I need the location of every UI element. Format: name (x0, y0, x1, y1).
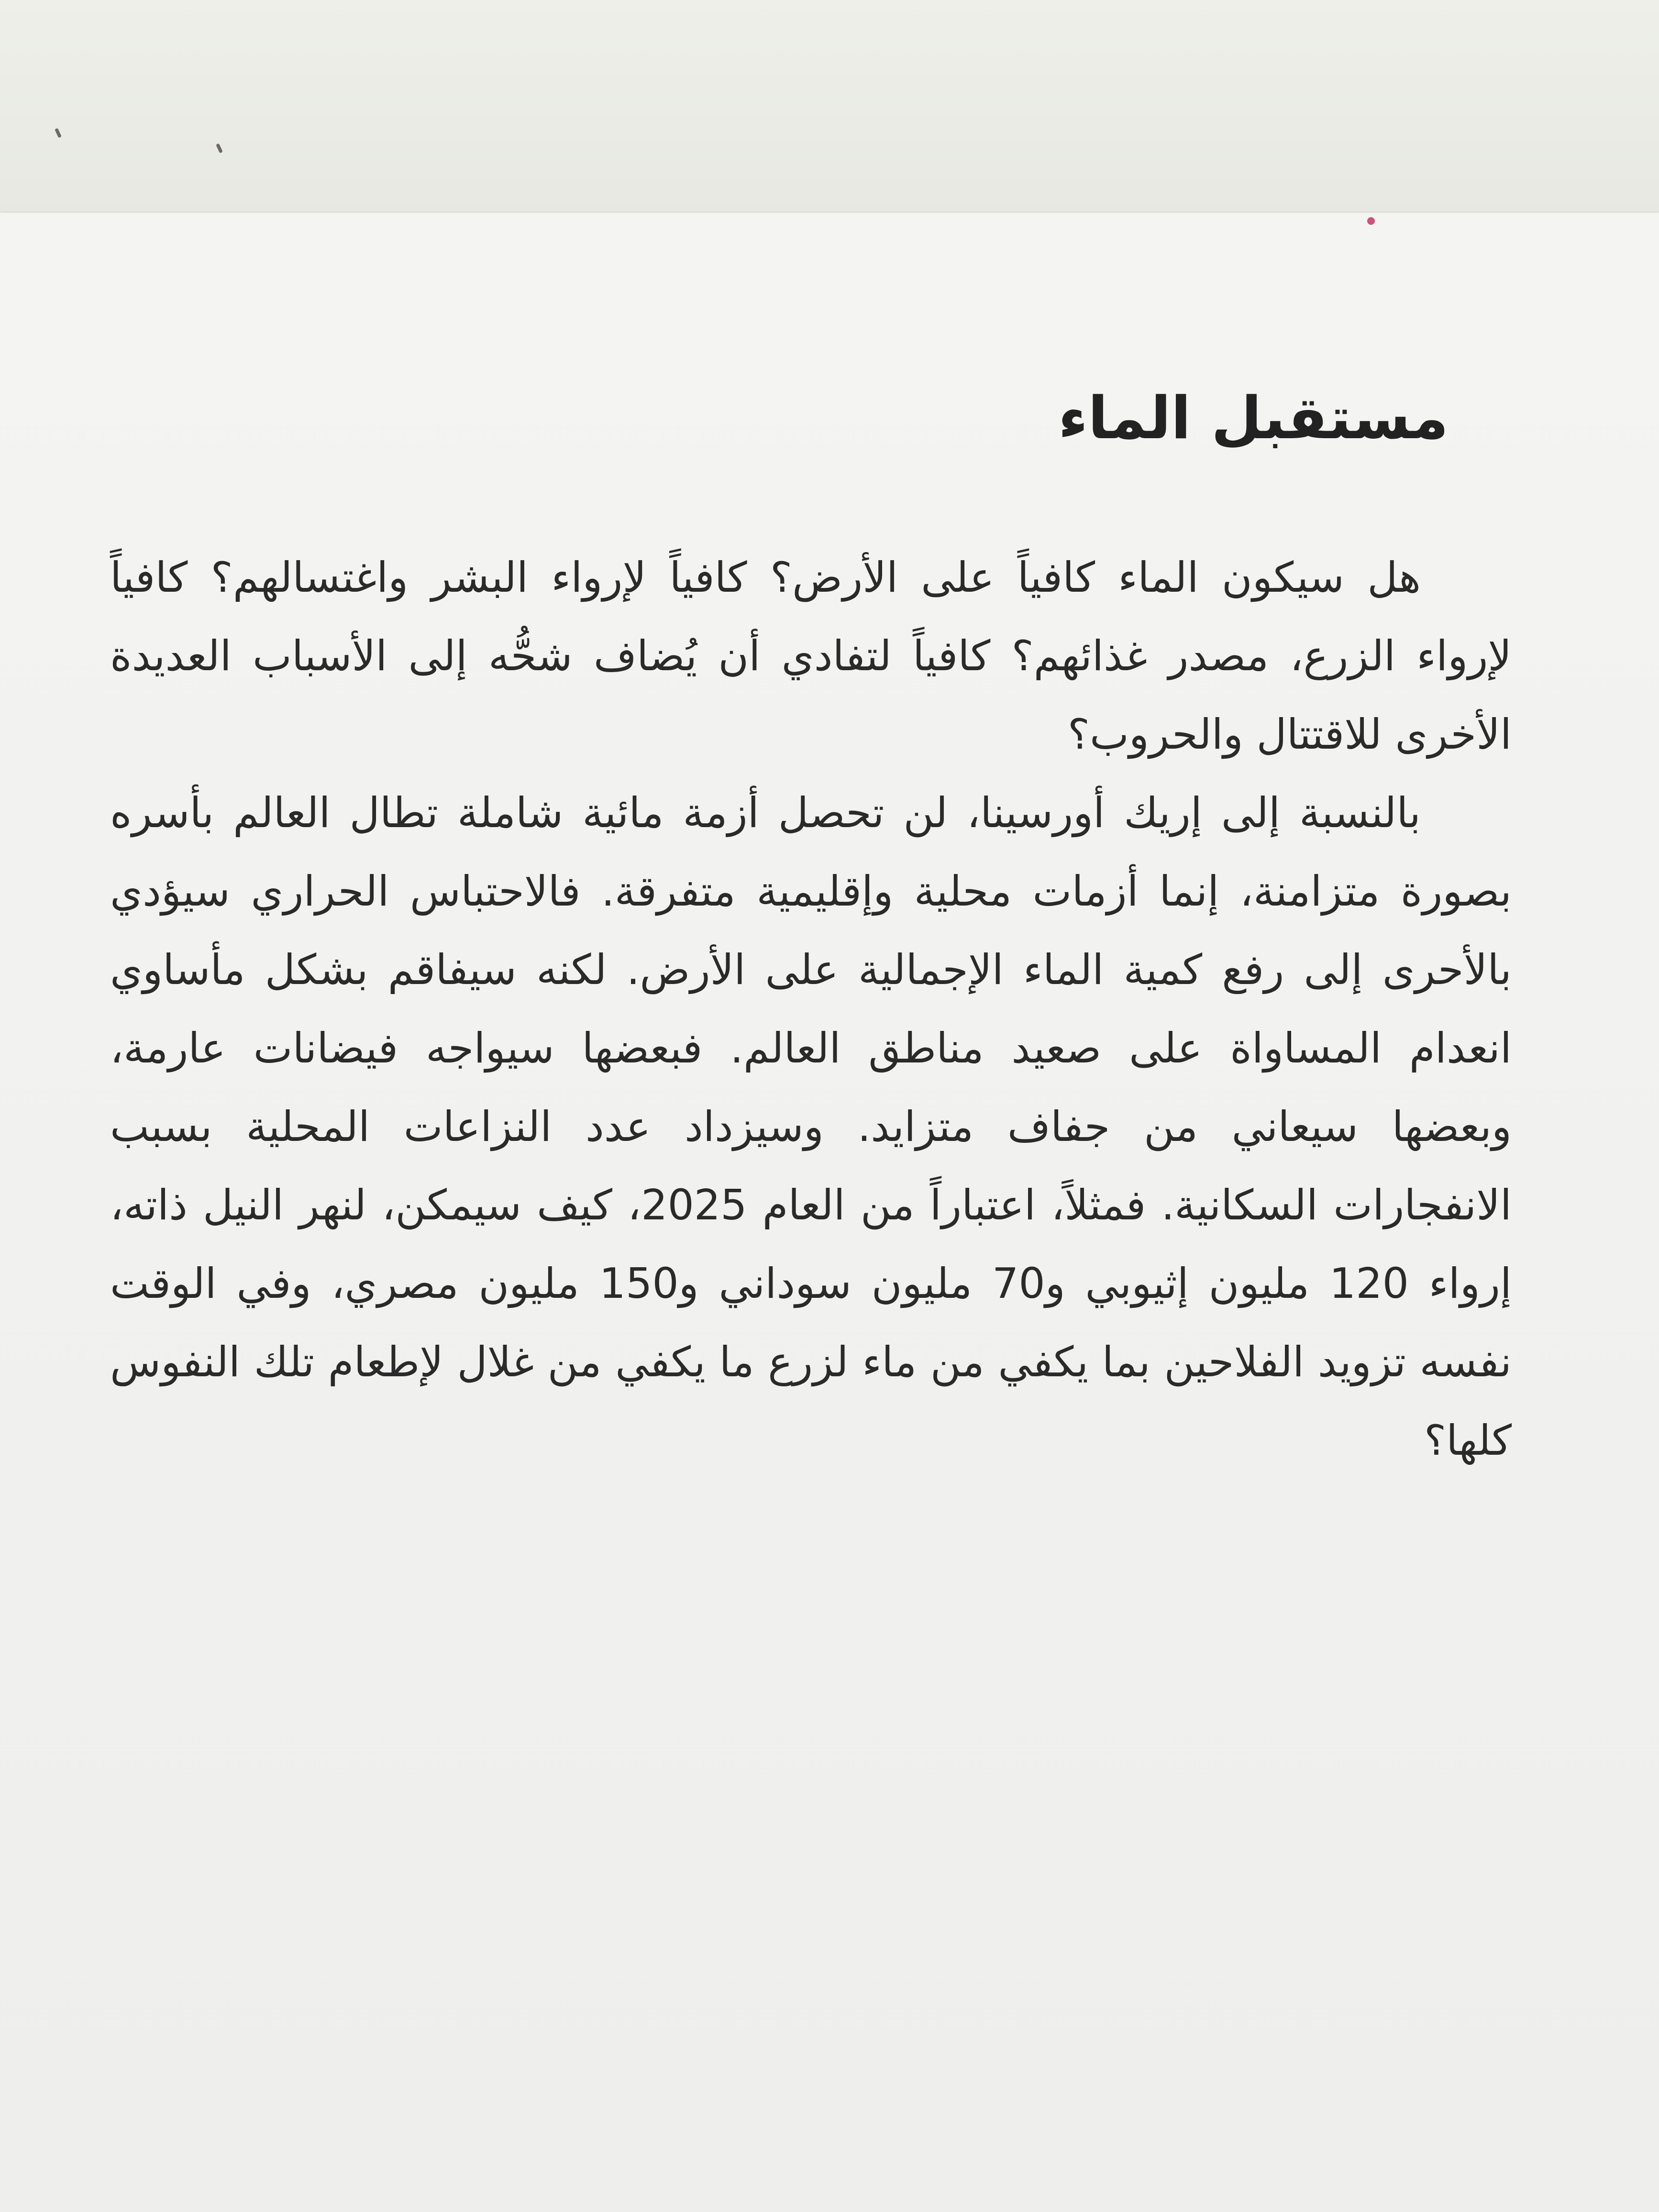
dust-speck (55, 128, 62, 138)
book-page (0, 213, 1659, 2212)
chapter-title: مستقبل الماء (1058, 384, 1449, 452)
paragraph: بالنسبة إلى إريك أورسينا، لن تحصل أزمة مائية شاملة تطال العالم بأسره بصورة متزامنة، إنما أزمات محلية وإقليمية متفرقة. فالاحتباس الحراري سيؤدي بالأحرى إلى رفع كمية الماء الإجمالية على الأرض. لكنه سيفاقم بشكل مأساوي انعدام المساواة على صعيد مناطق العالم. فبعضها سيواجه فيضانات عارمة، وبعضها سيعاني من جفاف متزايد. وسيزداد عدد النزاعات المحلية بسبب الانفجارات السكانية. فمثلاً، اعتباراً من العام 2025، كيف سيمكن، لنهر النيل ذاته، إرواء 120 مليون إثيوبي و70 مليون سوداني و150 مليون مصري، وفي الوقت نفسه تزويد الفلاحين بما يكفي من ماء لزرع ما يكفي من غلال لإطعام تلك النفوس كلها؟ (110, 788, 1512, 1465)
body-text (110, 538, 1512, 1480)
ink-dot (1367, 217, 1375, 225)
background-surface (0, 0, 1659, 225)
paragraph: هل سيكون الماء كافياً على الأرض؟ كافياً لإرواء البشر واغتسالهم؟ كافياً لإرواء الزرع، مصدر غذائهم؟ كافياً لتفادي أن يُضاف شحُّه إلى الأسباب العديدة الأخرى للاقتتال والحروب؟ (110, 553, 1512, 759)
dust-speck (216, 143, 223, 153)
